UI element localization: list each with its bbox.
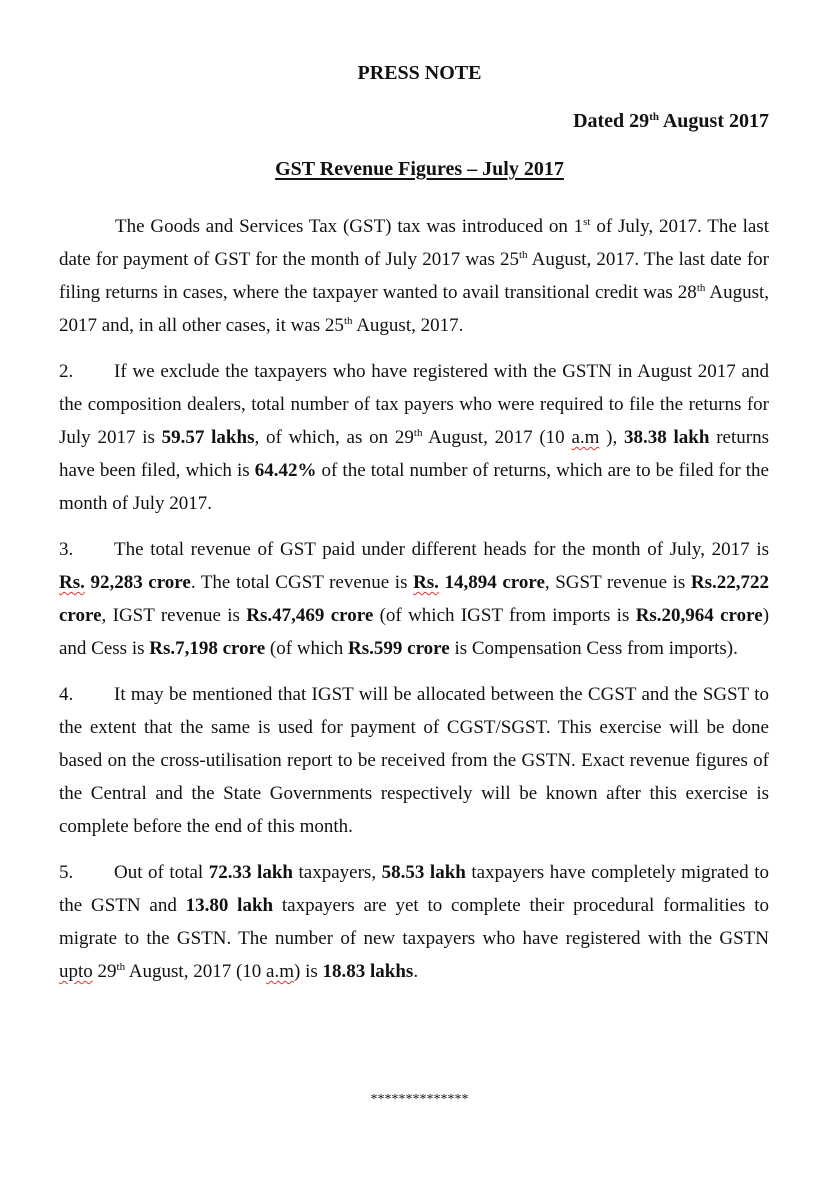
p3-text-d: , SGST revenue is [544, 572, 691, 593]
paragraph-3 [59, 533, 769, 665]
p3-text-f: (of which IGST from imports is [373, 605, 636, 626]
p3-bold-3: Rs.22,722 crore [59, 572, 770, 626]
p1-sup-3: th [696, 282, 706, 294]
p5-text-f: August, 2017 (10 [125, 961, 267, 982]
p1-sup-1: st [583, 216, 591, 228]
p5-bold-2: 58.53 lakh [381, 862, 466, 883]
p3-rs-1: Rs. [59, 572, 85, 593]
p2-text-g: of the total number of returns, which are to be filed for the month of July 2017. [59, 460, 769, 514]
p2-bold-3: 64.42% [254, 460, 317, 481]
paragraph-2 [59, 355, 769, 520]
p1-text-e: August, 2017. [352, 315, 464, 336]
p2-text-a: If we exclude the taxpayers who have registered with the GSTN in August 2017 and the composition dealers, total number of tax payers who were required to file the returns for July 2017 is [59, 361, 769, 448]
paragraph-5 [59, 856, 769, 988]
p5-text-h: . [413, 961, 419, 982]
p5-sup-1: th [116, 961, 126, 973]
p4-text: It may be mentioned that IGST will be allocated between the CGST and the SGST to the extent that the same is used for payment of CGST/SGST. This exercise will be done based on the cross-utilisation report to be received from the GSTN. Exact revenue figures of the Central and the State Governments respectively will be known after this exercise is complete before the end of this month. [59, 684, 769, 837]
p3-text-a: The total revenue of GST paid under different heads for the month of July, 2017 is [114, 539, 769, 560]
p3-text-g: ) and Cess is [59, 605, 770, 659]
p2-sup-1: th [413, 427, 423, 439]
date-line [573, 110, 769, 133]
p5-am: a.m [266, 961, 294, 982]
p2-am: a.m [571, 427, 600, 448]
p1-sup-4: th [343, 315, 353, 327]
p3-bold-5: Rs.20,964 crore [635, 605, 763, 626]
paragraph-number: 5. [59, 862, 74, 883]
paragraph-number: 3. [59, 539, 74, 560]
p1-text-a: The Goods and Services Tax (GST) tax was introduced on 1 [115, 216, 584, 237]
p2-text-f: returns have been filed, which is [59, 427, 769, 481]
p3-bold-4: Rs.47,469 crore [246, 605, 374, 626]
page-title: PRESS NOTE [357, 62, 482, 84]
paragraph-4 [59, 678, 769, 843]
date-suffix: August 2017 [658, 110, 769, 132]
p5-text-a: Out of total [114, 862, 209, 883]
p5-bold-1: 72.33 lakh [208, 862, 293, 883]
p2-text-e: ), [599, 427, 625, 448]
p2-text-d: August, 2017 (10 [422, 427, 572, 448]
p2-bold-1: 59.57 lakhs [161, 427, 255, 448]
document-heading: GST Revenue Figures – July 2017 [275, 158, 564, 180]
p2-bold-2: 38.38 lakh [624, 427, 710, 448]
p3-text-c: . The total CGST revenue is [190, 572, 414, 593]
date-prefix: Dated 29 [573, 110, 650, 132]
p3-text-i: is Compensation Cess from imports). [449, 638, 738, 659]
paragraph-1 [59, 210, 769, 342]
p3-text-h: (of which [265, 638, 349, 659]
p5-text-e: 29 [92, 961, 117, 982]
p5-text-b: taxpayers, [292, 862, 382, 883]
p3-text-e: , IGST revenue is [101, 605, 247, 626]
p5-text-d: taxpayers are yet to complete their procedural formalities to migrate to the GSTN. The number of new taxpayers who have registered with the GSTN [59, 895, 769, 949]
p3-rs-2: Rs. [413, 572, 439, 593]
p5-bold-4: 18.83 lakhs [322, 961, 414, 982]
p3-bold-1: 92,283 crore [84, 572, 191, 593]
paragraph-number: 4. [59, 684, 74, 705]
p3-bold-6: Rs.7,198 crore [149, 638, 266, 659]
document-body [59, 210, 769, 1001]
end-separator: ************** [370, 1092, 469, 1107]
p3-bold-7: Rs.599 crore [348, 638, 450, 659]
p5-text-c: taxpayers have completely migrated to the GSTN and [59, 862, 769, 916]
p1-sup-2: th [519, 249, 528, 261]
p3-bold-2: 14,894 crore [438, 572, 545, 593]
p5-text-g: ) is [294, 961, 323, 982]
p1-text-b: of July, 2017. The last date for payment of GST for the month of July 2017 was 25 [59, 216, 769, 270]
p2-text-c: , of which, as on 29 [254, 427, 414, 448]
p5-bold-3: 13.80 lakh [185, 895, 274, 916]
date-sup: th [649, 111, 659, 123]
p1-text-d: August, 2017 and, in all other cases, it was 25 [59, 282, 769, 336]
paragraph-number: 2. [59, 361, 74, 382]
p5-upto: upto [59, 961, 93, 982]
p1-text-c: August, 2017. The last date for filing returns in cases, where the taxpayer wanted to avail transitional credit was 28 [59, 249, 769, 303]
